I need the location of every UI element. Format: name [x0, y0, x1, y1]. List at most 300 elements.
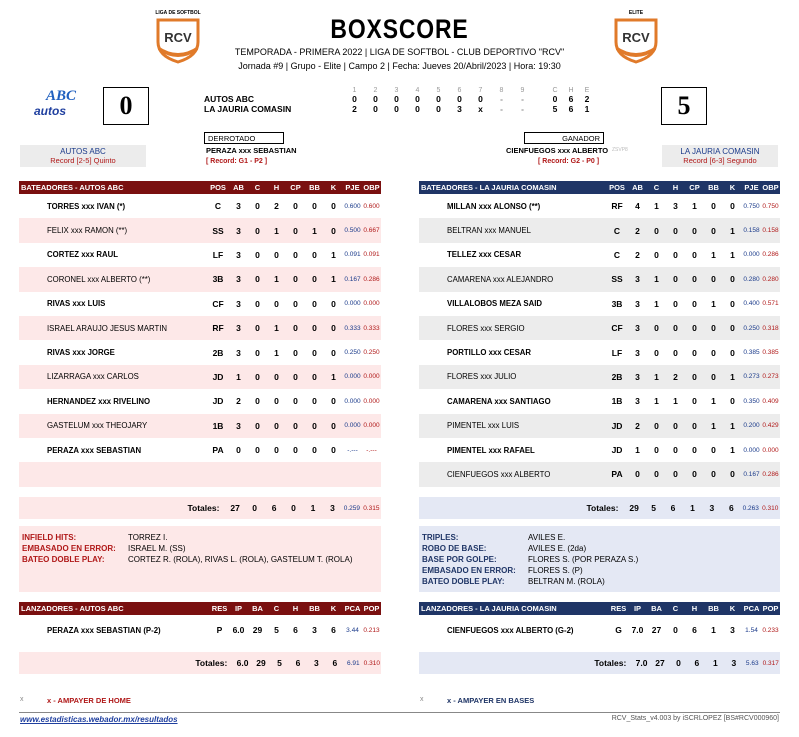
- pitcher-name: PERAZA xxx SEBASTIAN (P-2): [47, 625, 161, 635]
- visitor-score: 0: [103, 87, 149, 125]
- stat-cell: 0.000: [363, 373, 380, 381]
- stat-cell: 0.000: [363, 397, 380, 405]
- stat-cell: 6: [293, 625, 298, 635]
- stat-cell: 0: [654, 347, 659, 358]
- stat-cell: 0.500: [344, 227, 361, 235]
- stat-cell: 1: [654, 274, 659, 285]
- stat-cell: 0.091: [363, 251, 380, 259]
- totals-cell: 6: [694, 658, 700, 668]
- inning-cell: -: [500, 104, 503, 114]
- stat-cell: 6: [692, 625, 697, 635]
- stat-cell: 0: [673, 625, 678, 635]
- stat-cell: 0: [255, 249, 260, 260]
- stat-cell: 1: [730, 225, 735, 236]
- inning-cell: 0: [373, 94, 378, 104]
- stat-cell: 0: [331, 445, 336, 456]
- column-header: H: [666, 181, 685, 194]
- table-row: [419, 389, 780, 413]
- stat-cell: 0: [312, 347, 317, 358]
- table-row: [419, 218, 780, 242]
- inning-cell: 3: [457, 104, 462, 114]
- table-row: [19, 194, 381, 218]
- inning-cell: -: [500, 94, 503, 104]
- totals-cell: 3: [731, 658, 737, 668]
- table-row: [419, 292, 780, 316]
- stat-cell: 1: [730, 249, 735, 260]
- note-value: FLORES S. (P): [528, 566, 583, 575]
- stat-cell: 1: [711, 298, 716, 309]
- stat-cell: 1: [730, 420, 735, 431]
- home-pitching-table: [419, 602, 780, 645]
- column-header: IP: [628, 602, 647, 615]
- stat-cell: 0.000: [344, 373, 361, 381]
- stat-cell: 0: [730, 323, 735, 334]
- stat-cell: 0.233: [762, 626, 779, 634]
- inning-cell: -: [521, 94, 524, 104]
- totals-cell: 0.310: [762, 504, 779, 512]
- visitor-batting: [19, 181, 381, 487]
- stat-cell: 0.000: [363, 300, 380, 308]
- stat-cell: 0: [274, 371, 279, 382]
- stat-cell: 0.280: [762, 275, 779, 283]
- stat-cell: 0.385: [762, 349, 779, 357]
- stat-cell: G: [615, 625, 622, 635]
- stat-cell: 0: [654, 445, 659, 456]
- column-header: PCA: [344, 604, 361, 613]
- stat-cell: 0: [331, 225, 336, 236]
- stat-cell: 0.333: [344, 324, 361, 332]
- stat-cell: 0: [255, 420, 260, 431]
- stat-cell: 0: [255, 225, 260, 236]
- stat-cell: 0: [274, 249, 279, 260]
- elite-logo-text: RCV: [622, 30, 650, 45]
- stat-cell: 0: [312, 323, 317, 334]
- stat-cell: 0: [711, 225, 716, 236]
- note-row: [422, 543, 777, 554]
- stat-cell: 0: [730, 201, 735, 212]
- stat-cell: 1: [274, 347, 279, 358]
- note-value: CORTEZ R. (ROLA), RIVAS L. (ROLA), GASTELUM T. (ROLA): [128, 555, 353, 564]
- visitor-pitching-table: [19, 602, 381, 645]
- totals-cell: 6.0: [236, 658, 249, 668]
- column-header: CP: [286, 181, 305, 194]
- note-key: EMBASADO EN ERROR:: [22, 544, 116, 553]
- stat-cell: 0: [293, 274, 298, 285]
- stat-cell: 0: [692, 445, 697, 456]
- stat-cell: 1B: [611, 396, 623, 407]
- stat-cell: 0.000: [743, 251, 760, 259]
- stat-cell: 1: [711, 420, 716, 431]
- stat-cell: 3: [236, 225, 241, 236]
- note-value: AVILES E.: [528, 533, 566, 542]
- linescore-header: [204, 87, 595, 94]
- inning-header: 8: [499, 87, 504, 94]
- stat-cell: 27: [651, 625, 662, 635]
- inning-cell: 0: [394, 104, 399, 114]
- stat-cell: 0.429: [762, 422, 779, 430]
- stat-cell: 0: [673, 249, 678, 260]
- column-header: POS: [606, 181, 628, 194]
- stat-cell: 0.286: [762, 470, 779, 478]
- home-team-card: [662, 145, 778, 167]
- column-header: PJE: [343, 181, 362, 194]
- totals-cell: 6: [728, 503, 734, 513]
- linescore-team: AUTOS ABC: [204, 94, 255, 104]
- totals-cell: 3: [330, 503, 335, 513]
- note-key: INFIELD HITS:: [22, 533, 77, 542]
- stat-cell: 0: [730, 347, 735, 358]
- stat-cell: 1: [654, 371, 659, 382]
- visitor-batting-totals: [19, 497, 381, 519]
- column-header: OBP: [363, 183, 380, 192]
- stat-cell: 6: [331, 625, 336, 635]
- stat-cell: 0.213: [363, 626, 380, 634]
- game-info-line: Jornada #9 | Grupo - Elite | Campo 2 | Fecha: Jueves 20/Abril/2023 | Hora: 19:30: [238, 61, 561, 71]
- stat-cell: 0: [711, 347, 716, 358]
- pitcher-name: CIENFUEGOS xxx ALBERTO (G-2): [447, 625, 574, 635]
- totals-cell: 6.91: [347, 659, 360, 667]
- stat-cell: 0: [236, 445, 241, 456]
- stat-cell: 29: [252, 625, 263, 635]
- hits-header: H: [568, 87, 574, 94]
- stat-cell: 0.000: [363, 422, 380, 430]
- stat-cell: 0: [673, 420, 678, 431]
- stat-cell: 0: [673, 298, 678, 309]
- stat-cell: 0.000: [762, 446, 779, 454]
- note-value: ISRAEL M. (SS): [128, 544, 186, 553]
- totals-cell: 29: [256, 658, 266, 668]
- visitor-pitching: [19, 602, 381, 645]
- column-header: POP: [762, 604, 779, 613]
- inning-cell: 0: [457, 94, 462, 104]
- column-header: C: [267, 602, 286, 615]
- stat-cell: 0.350: [743, 397, 760, 405]
- home-pitching: [419, 602, 780, 645]
- table-header: [19, 602, 381, 615]
- stat-cell: 2: [635, 225, 640, 236]
- table-row: [419, 340, 780, 364]
- column-header: K: [324, 602, 343, 615]
- inning-header: 6: [457, 87, 462, 94]
- stat-cell: 0.318: [762, 324, 779, 332]
- table-row: [19, 292, 381, 316]
- stat-cell: 0.250: [743, 324, 760, 332]
- visitor-pitching-totals: [19, 652, 381, 674]
- stat-cell: 1: [236, 371, 241, 382]
- column-header: BA: [647, 602, 666, 615]
- player-name: CAMARENA xxx SANTIAGO: [447, 396, 551, 406]
- elite-logo-caption: ELITE: [628, 10, 644, 16]
- stat-cell: CF: [212, 298, 224, 309]
- winner-record: [ Record: G2 - P0 ]: [538, 158, 600, 165]
- column-header: C: [647, 181, 666, 194]
- stat-cell: 0: [312, 445, 317, 456]
- stat-cell: 3: [312, 625, 317, 635]
- stat-cell: -.---: [347, 446, 358, 454]
- inning-cell: -: [521, 104, 524, 114]
- stat-cell: 0: [255, 445, 260, 456]
- stat-cell: 0.600: [363, 202, 380, 210]
- totals-cell: 1: [310, 503, 316, 513]
- player-name: ISRAEL ARAUJO JESUS MARTIN: [47, 323, 168, 333]
- stat-cell: 3.44: [346, 626, 359, 634]
- stat-cell: 0: [692, 298, 697, 309]
- column-header: K: [723, 181, 742, 194]
- stat-cell: P: [216, 625, 223, 635]
- stat-cell: 1: [692, 201, 697, 212]
- table-title: BATEADORES - LA JAURIA COMASIN: [419, 181, 606, 194]
- totals-cell: 0.259: [343, 504, 361, 512]
- player-name: CORONEL xxx ALBERTO (**): [47, 274, 151, 284]
- stat-cell: 0: [312, 371, 317, 382]
- table-row: [419, 194, 780, 218]
- stat-cell: 0: [673, 445, 678, 456]
- stat-cell: 0: [331, 323, 336, 334]
- stat-cell: 3: [730, 625, 735, 635]
- home-umpire-mark: x: [20, 696, 24, 703]
- totals-cell: 29: [629, 503, 639, 513]
- table-row: [19, 340, 381, 364]
- stat-cell: JD: [212, 371, 224, 382]
- stat-cell: 0: [255, 347, 260, 358]
- totals-cell: 0: [252, 503, 257, 513]
- stat-cell: 6.0: [232, 625, 245, 635]
- stat-cell: 1: [312, 225, 317, 236]
- stat-cell: C: [214, 201, 222, 212]
- note-row: [422, 565, 777, 576]
- column-header: OBP: [762, 183, 779, 192]
- stat-cell: 3: [236, 249, 241, 260]
- stat-cell: 0: [692, 323, 697, 334]
- stat-cell: 0: [312, 420, 317, 431]
- stat-cell: SS: [212, 225, 224, 236]
- stat-cell: 0: [293, 371, 298, 382]
- stat-cell: 3: [635, 396, 640, 407]
- stat-cell: 0: [673, 274, 678, 285]
- footer-link[interactable]: www.estadisticas.webador.mx/resultados: [20, 715, 178, 724]
- stat-cell: SS: [611, 274, 623, 285]
- stat-cell: LF: [212, 249, 224, 260]
- totals-cell: 5.63: [745, 659, 759, 667]
- home-pitching-totals: [419, 652, 780, 674]
- column-header: BB: [305, 181, 324, 194]
- base-umpire-mark: x: [420, 696, 424, 703]
- stat-cell: 3: [236, 323, 241, 334]
- inning-header: 3: [394, 87, 399, 94]
- stat-cell: 0: [331, 201, 336, 212]
- inning-header: 7: [478, 87, 483, 94]
- stat-cell: 2: [635, 249, 640, 260]
- stat-cell: 2: [274, 201, 279, 212]
- stat-cell: 0: [312, 201, 317, 212]
- base-umpire: x - AMPAYER EN BASES: [447, 696, 535, 705]
- stat-cell: 1: [730, 371, 735, 382]
- stat-cell: 0: [692, 249, 697, 260]
- stat-cell: 1: [711, 625, 716, 635]
- stat-cell: 0: [692, 396, 697, 407]
- table-row: [419, 462, 780, 486]
- stat-cell: 0: [692, 469, 697, 480]
- stat-cell: LF: [611, 347, 623, 358]
- league-logo-text: RCV: [164, 30, 192, 45]
- stat-cell: 0.273: [762, 373, 779, 381]
- player-name: RIVAS xxx LUIS: [47, 299, 106, 309]
- table-row: [419, 316, 780, 340]
- stat-cell: 0: [255, 298, 260, 309]
- stat-cell: 0: [692, 420, 697, 431]
- stat-cell: 3: [236, 274, 241, 285]
- stat-cell: 7.0: [631, 625, 644, 635]
- column-header: PCA: [743, 604, 760, 613]
- totals-label: Totales:: [187, 503, 220, 513]
- stat-cell: 0: [711, 274, 716, 285]
- player-name: BELTRAN xxx MANUEL: [447, 226, 531, 236]
- stat-cell: 1: [730, 445, 735, 456]
- stat-cell: 2B: [611, 371, 623, 382]
- column-header: RES: [211, 604, 228, 613]
- column-header: H: [286, 602, 305, 615]
- stat-cell: 1: [274, 323, 279, 334]
- stat-cell: 0: [312, 249, 317, 260]
- player-name: PERAZA xxx SEBASTIAN: [47, 445, 142, 455]
- stat-cell: 4: [635, 201, 640, 212]
- stat-cell: 0: [730, 298, 735, 309]
- table-row: [19, 438, 381, 462]
- home-batting-table: [419, 181, 780, 487]
- stat-cell: 0.600: [344, 202, 361, 210]
- inning-header: 9: [520, 87, 525, 94]
- errors-header: E: [584, 87, 590, 94]
- stat-cell: 0.000: [344, 422, 361, 430]
- stat-cell: PA: [212, 445, 224, 456]
- stat-cell: 3: [236, 420, 241, 431]
- stat-cell: 2: [236, 396, 241, 407]
- stat-cell: RF: [611, 201, 623, 212]
- hits-cell: 6: [568, 104, 574, 114]
- note-key: BATEO DOBLE PLAY:: [422, 577, 505, 586]
- table-row: [19, 615, 381, 645]
- totals-cell: 1: [690, 503, 695, 513]
- player-name: MILLAN xxx ALONSO (**): [447, 201, 541, 211]
- table-row: [419, 438, 780, 462]
- stat-cell: 1B: [212, 420, 224, 431]
- visitor-logo-sub: autos: [34, 104, 67, 118]
- column-header: AB: [229, 181, 248, 194]
- stat-cell: 0.158: [743, 227, 760, 235]
- totals-label: Totales:: [195, 658, 228, 668]
- column-header: C: [666, 602, 685, 615]
- table-row: [19, 389, 381, 413]
- stat-cell: 0: [255, 396, 260, 407]
- stat-cell: 0: [711, 371, 716, 382]
- stat-cell: 0: [293, 420, 298, 431]
- stat-cell: 0: [274, 420, 279, 431]
- note-row: [22, 532, 378, 543]
- stat-cell: 2B: [212, 347, 224, 358]
- table-title: LANZADORES - LA JAURIA COMASIN: [419, 602, 609, 615]
- stat-cell: 0: [730, 274, 735, 285]
- column-header: PJE: [742, 181, 761, 194]
- inning-header: 5: [436, 87, 441, 94]
- player-name: PIMENTEL xxx RAFAEL: [447, 445, 535, 455]
- visitor-logo-text: ABC: [46, 88, 77, 104]
- hits-cell: 6: [568, 94, 574, 104]
- stat-cell: 0: [692, 274, 697, 285]
- column-header: K: [324, 181, 343, 194]
- totals-cell: 6: [332, 658, 338, 668]
- stat-cell: 0.167: [743, 470, 760, 478]
- totals-cell: 6: [271, 503, 277, 513]
- player-name: GASTELUM xxx THEOJARY: [47, 421, 148, 431]
- note-value: TORREZ I.: [128, 533, 168, 542]
- inning-cell: 0: [415, 104, 420, 114]
- visitor-team-record: Record [2-5] Quinto: [50, 156, 116, 165]
- stat-cell: 0.000: [743, 446, 760, 454]
- table-title: BATEADORES - AUTOS ABC: [19, 181, 207, 194]
- stat-cell: 0: [673, 347, 678, 358]
- stat-cell: 1: [654, 396, 659, 407]
- note-key: ROBO DE BASE:: [422, 544, 487, 553]
- player-name: PORTILLO xxx CESAR: [447, 348, 532, 358]
- visitor-batting-table: [19, 181, 381, 487]
- page-title: BOXSCORE: [330, 14, 469, 44]
- table-header: [419, 602, 780, 615]
- linescore-row-home: [204, 104, 595, 114]
- note-row: [422, 554, 777, 565]
- stat-cell: 3: [635, 347, 640, 358]
- stat-cell: 0: [255, 371, 260, 382]
- stat-cell: 1.54: [745, 626, 758, 634]
- player-name: LIZARRAGA xxx CARLOS: [47, 372, 139, 382]
- stat-cell: 0: [711, 469, 716, 480]
- stat-cell: 0.158: [762, 227, 779, 235]
- column-header: BB: [704, 181, 723, 194]
- stat-cell: 0: [293, 396, 298, 407]
- stat-cell: 0: [692, 371, 697, 382]
- linescore: [204, 87, 595, 114]
- inning-cell: x: [478, 104, 483, 114]
- column-header: H: [685, 602, 704, 615]
- table-row: [19, 414, 381, 438]
- footer-version: RCV_Stats_v4.003 by iSCRLOPEZ [BS#RCV000960]: [611, 715, 779, 722]
- stat-cell: 0.400: [743, 300, 760, 308]
- table-row: [19, 218, 381, 242]
- stat-cell: 3B: [611, 298, 623, 309]
- stat-cell: 1: [331, 274, 336, 285]
- stat-cell: 0: [654, 225, 659, 236]
- player-name: VILLALOBOS MEZA SAID: [447, 299, 543, 309]
- totals-cell: 7.0: [635, 658, 648, 668]
- visitor-team-card: [20, 145, 146, 167]
- player-name: CORTEZ xxx RAUL: [47, 250, 119, 260]
- note-value: BELTRAN M. (ROLA): [528, 577, 605, 586]
- totals-cell: 3: [709, 503, 715, 513]
- league-logo-caption: LIGA DE SOFTBOL: [155, 10, 201, 16]
- column-header: AB: [628, 181, 647, 194]
- player-name: RIVAS xxx JORGE: [47, 348, 115, 358]
- table-row: [19, 316, 381, 340]
- totals-cell: 3: [314, 658, 319, 668]
- note-value: FLORES S. (POR PERAZA S.): [528, 555, 639, 564]
- stat-cell: 0.091: [344, 251, 361, 259]
- table-row: [419, 267, 780, 291]
- note-key: EMBASADO EN ERROR:: [422, 566, 516, 575]
- inning-cell: 0: [373, 104, 378, 114]
- totals-cell: 0.315: [363, 504, 380, 512]
- stat-cell: -.---: [366, 446, 377, 454]
- stat-cell: 0: [711, 323, 716, 334]
- stat-cell: 1: [274, 274, 279, 285]
